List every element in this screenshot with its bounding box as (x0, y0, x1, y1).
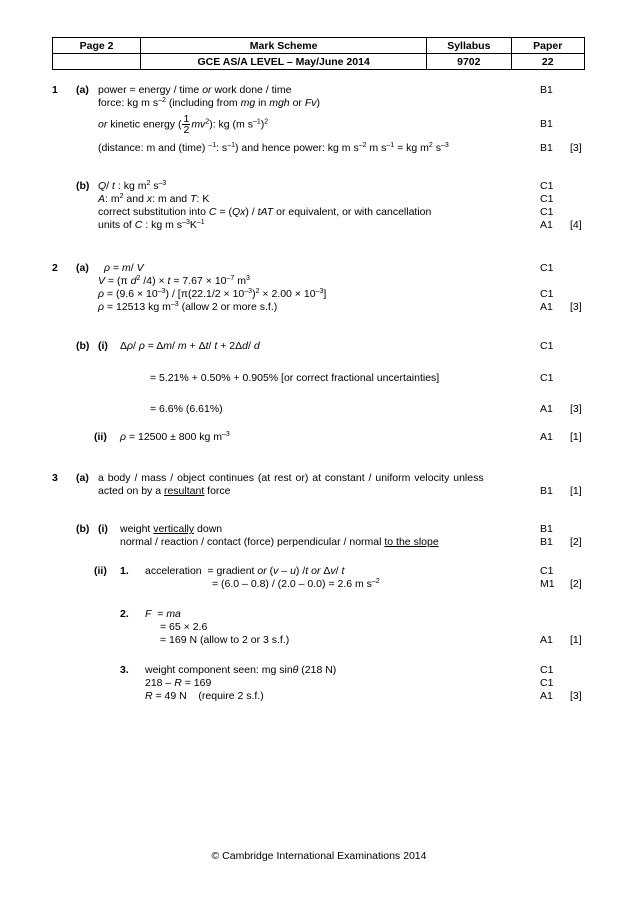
header-blank-cell (53, 54, 141, 70)
question-number: 2 (52, 262, 58, 274)
answer-line: a body / mass / object continues (at rest or) at constant / uniform velocity unless (98, 472, 484, 484)
mark-total: [3] (570, 690, 582, 702)
mark-total: [3] (570, 301, 582, 313)
mark-code: B1 (540, 523, 553, 535)
part-label: (b) (76, 523, 90, 535)
mark-code: C1 (540, 372, 554, 384)
part-label: (a) (76, 84, 89, 96)
answer-line: or kinetic energy ( $\frac{1}{2}$ $mv^2$): kg (m $s^{-1})^2$ (98, 113, 269, 136)
answer-line: F = ma (145, 608, 181, 620)
answer-line: ρ = m/ V (104, 262, 144, 274)
question-number: 3 (52, 472, 58, 484)
answer-line: Δρ/ ρ = Δm/ m + Δt/ t + 2Δd/ d (120, 340, 260, 352)
part-label: (a) (76, 262, 89, 274)
answer-line: Q/ t : kg $m^2$ $s^{-3}$ (98, 180, 167, 192)
mark-code: C1 (540, 288, 554, 300)
answer-line: $\rho = (9.6 \times 10^{-3}) / [\pi(22.1/2 \times 10^{-3})^2 \times 2.00 \times 10^{-3}]$ (98, 288, 327, 300)
mark-total: [2] (570, 578, 582, 590)
mark-code: C1 (540, 180, 554, 192)
answer-line: force: kg m $s^{-2}$ (including from mg in mgh or Fv) (98, 97, 320, 109)
answer-line: A: $m^2$ and x: m and T: K (98, 193, 210, 205)
mark-total: [1] (570, 485, 582, 497)
header-mark-scheme-cell: Mark Scheme (141, 38, 427, 54)
mark-code: A1 (540, 301, 553, 313)
point-number: 3. (120, 664, 129, 676)
answer-line: R = 49 N (require 2 s.f.) (145, 690, 264, 702)
answer-line: normal / reaction / contact (force) perpendicular / normal to the slope (120, 536, 439, 548)
answer-line: = (6.0 – 0.8) / (2.0 – 0.0) = 2.6 m $s^{-2}$ (212, 578, 380, 590)
mark-code: C1 (540, 565, 554, 577)
mark-code: M1 (540, 578, 555, 590)
header-syllabus-cell: Syllabus (427, 38, 511, 54)
answer-line: (distance: m and (time) $^{-1}$: $s^{-1}$) and hence power: kg m $s^{-2}$ m $s^{-1}$ = kg $m^2$ $s^{-3}$ (98, 142, 449, 154)
fraction-half: $\frac{1}{2}$ (183, 113, 190, 136)
header-page-cell: Page 2 (53, 38, 141, 54)
mark-code: C1 (540, 340, 554, 352)
mark-total: [1] (570, 431, 582, 443)
point-number: 1. (120, 565, 129, 577)
part-label: (b) (76, 340, 90, 352)
header-exam-title-cell: GCE AS/A LEVEL – May/June 2014 (141, 54, 427, 70)
answer-line: units of C : kg m $s^{-3}K^{-1}$ (98, 219, 205, 231)
header-row-1 (53, 38, 585, 54)
subpart-label: (ii) (94, 431, 107, 443)
subpart-label: (ii) (94, 565, 107, 577)
mark-code: C1 (540, 206, 554, 218)
mark-total: [1] (570, 634, 582, 646)
mark-total: [2] (570, 536, 582, 548)
mark-code: A1 (540, 403, 553, 415)
mark-code: C1 (540, 262, 554, 274)
mark-code: C1 (540, 677, 554, 689)
answer-line: = 65 × 2.6 (160, 621, 208, 633)
question-number: 1 (52, 84, 58, 96)
answer-line: weight vertically down (120, 523, 223, 535)
header-table (52, 37, 585, 70)
answer-line: acted on by a resultant force (98, 485, 231, 497)
subpart-label: (i) (98, 340, 108, 352)
answer-line: weight component seen: mg sinθ (218 N) (145, 664, 337, 676)
header-syllabus-code-cell: 9702 (427, 54, 511, 70)
header-row-2 (53, 54, 585, 70)
answer-line: acceleration = gradient or (v – u) /t or Δv/ t (145, 565, 345, 577)
answer-line: = 6.6% (6.61%) (150, 403, 223, 415)
mark-code: A1 (540, 219, 553, 231)
answer-line: = 169 N (allow to 2 or 3 s.f.) (160, 634, 290, 646)
part-label: (a) (76, 472, 89, 484)
copyright-footer: © Cambridge International Examinations 2014 (211, 850, 427, 862)
mark-code: A1 (540, 634, 553, 646)
mark-code: B1 (540, 142, 553, 154)
mark-code: B1 (540, 118, 553, 130)
header-paper-cell: Paper (511, 38, 584, 54)
point-number: 2. (120, 608, 129, 620)
mark-code: B1 (540, 485, 553, 497)
subpart-label: (i) (98, 523, 108, 535)
mark-code: A1 (540, 431, 553, 443)
mark-total: [3] (570, 142, 582, 154)
mark-code: B1 (540, 84, 553, 96)
part-label: (b) (76, 180, 90, 192)
header-paper-number-cell: 22 (511, 54, 584, 70)
answer-line: 218 – R = 169 (145, 677, 212, 689)
answer-line: power = energy / time or work done / time (98, 84, 292, 96)
mark-code: C1 (540, 193, 554, 205)
mark-code: A1 (540, 690, 553, 702)
answer-line: = 5.21% + 0.50% + 0.905% [or correct fractional uncertainties] (150, 372, 440, 384)
mark-code: B1 (540, 536, 553, 548)
answer-line: ρ = 12500 ± 800 kg $m^{-3}$ (120, 431, 230, 443)
mark-total: [3] (570, 403, 582, 415)
answer-line: correct substitution into C = (Qx) / tAT or equivalent, or with cancellation (98, 206, 432, 218)
answer-line: ρ = 12513 kg $m^{-3}$ (allow 2 or more s.f.) (98, 301, 278, 313)
answer-line: V = (π $d^2$ $/4) \times t = 7.67 \times 10^{-7}$ $m^3$ (98, 275, 250, 287)
mark-code: C1 (540, 664, 554, 676)
mark-total: [4] (570, 219, 582, 231)
